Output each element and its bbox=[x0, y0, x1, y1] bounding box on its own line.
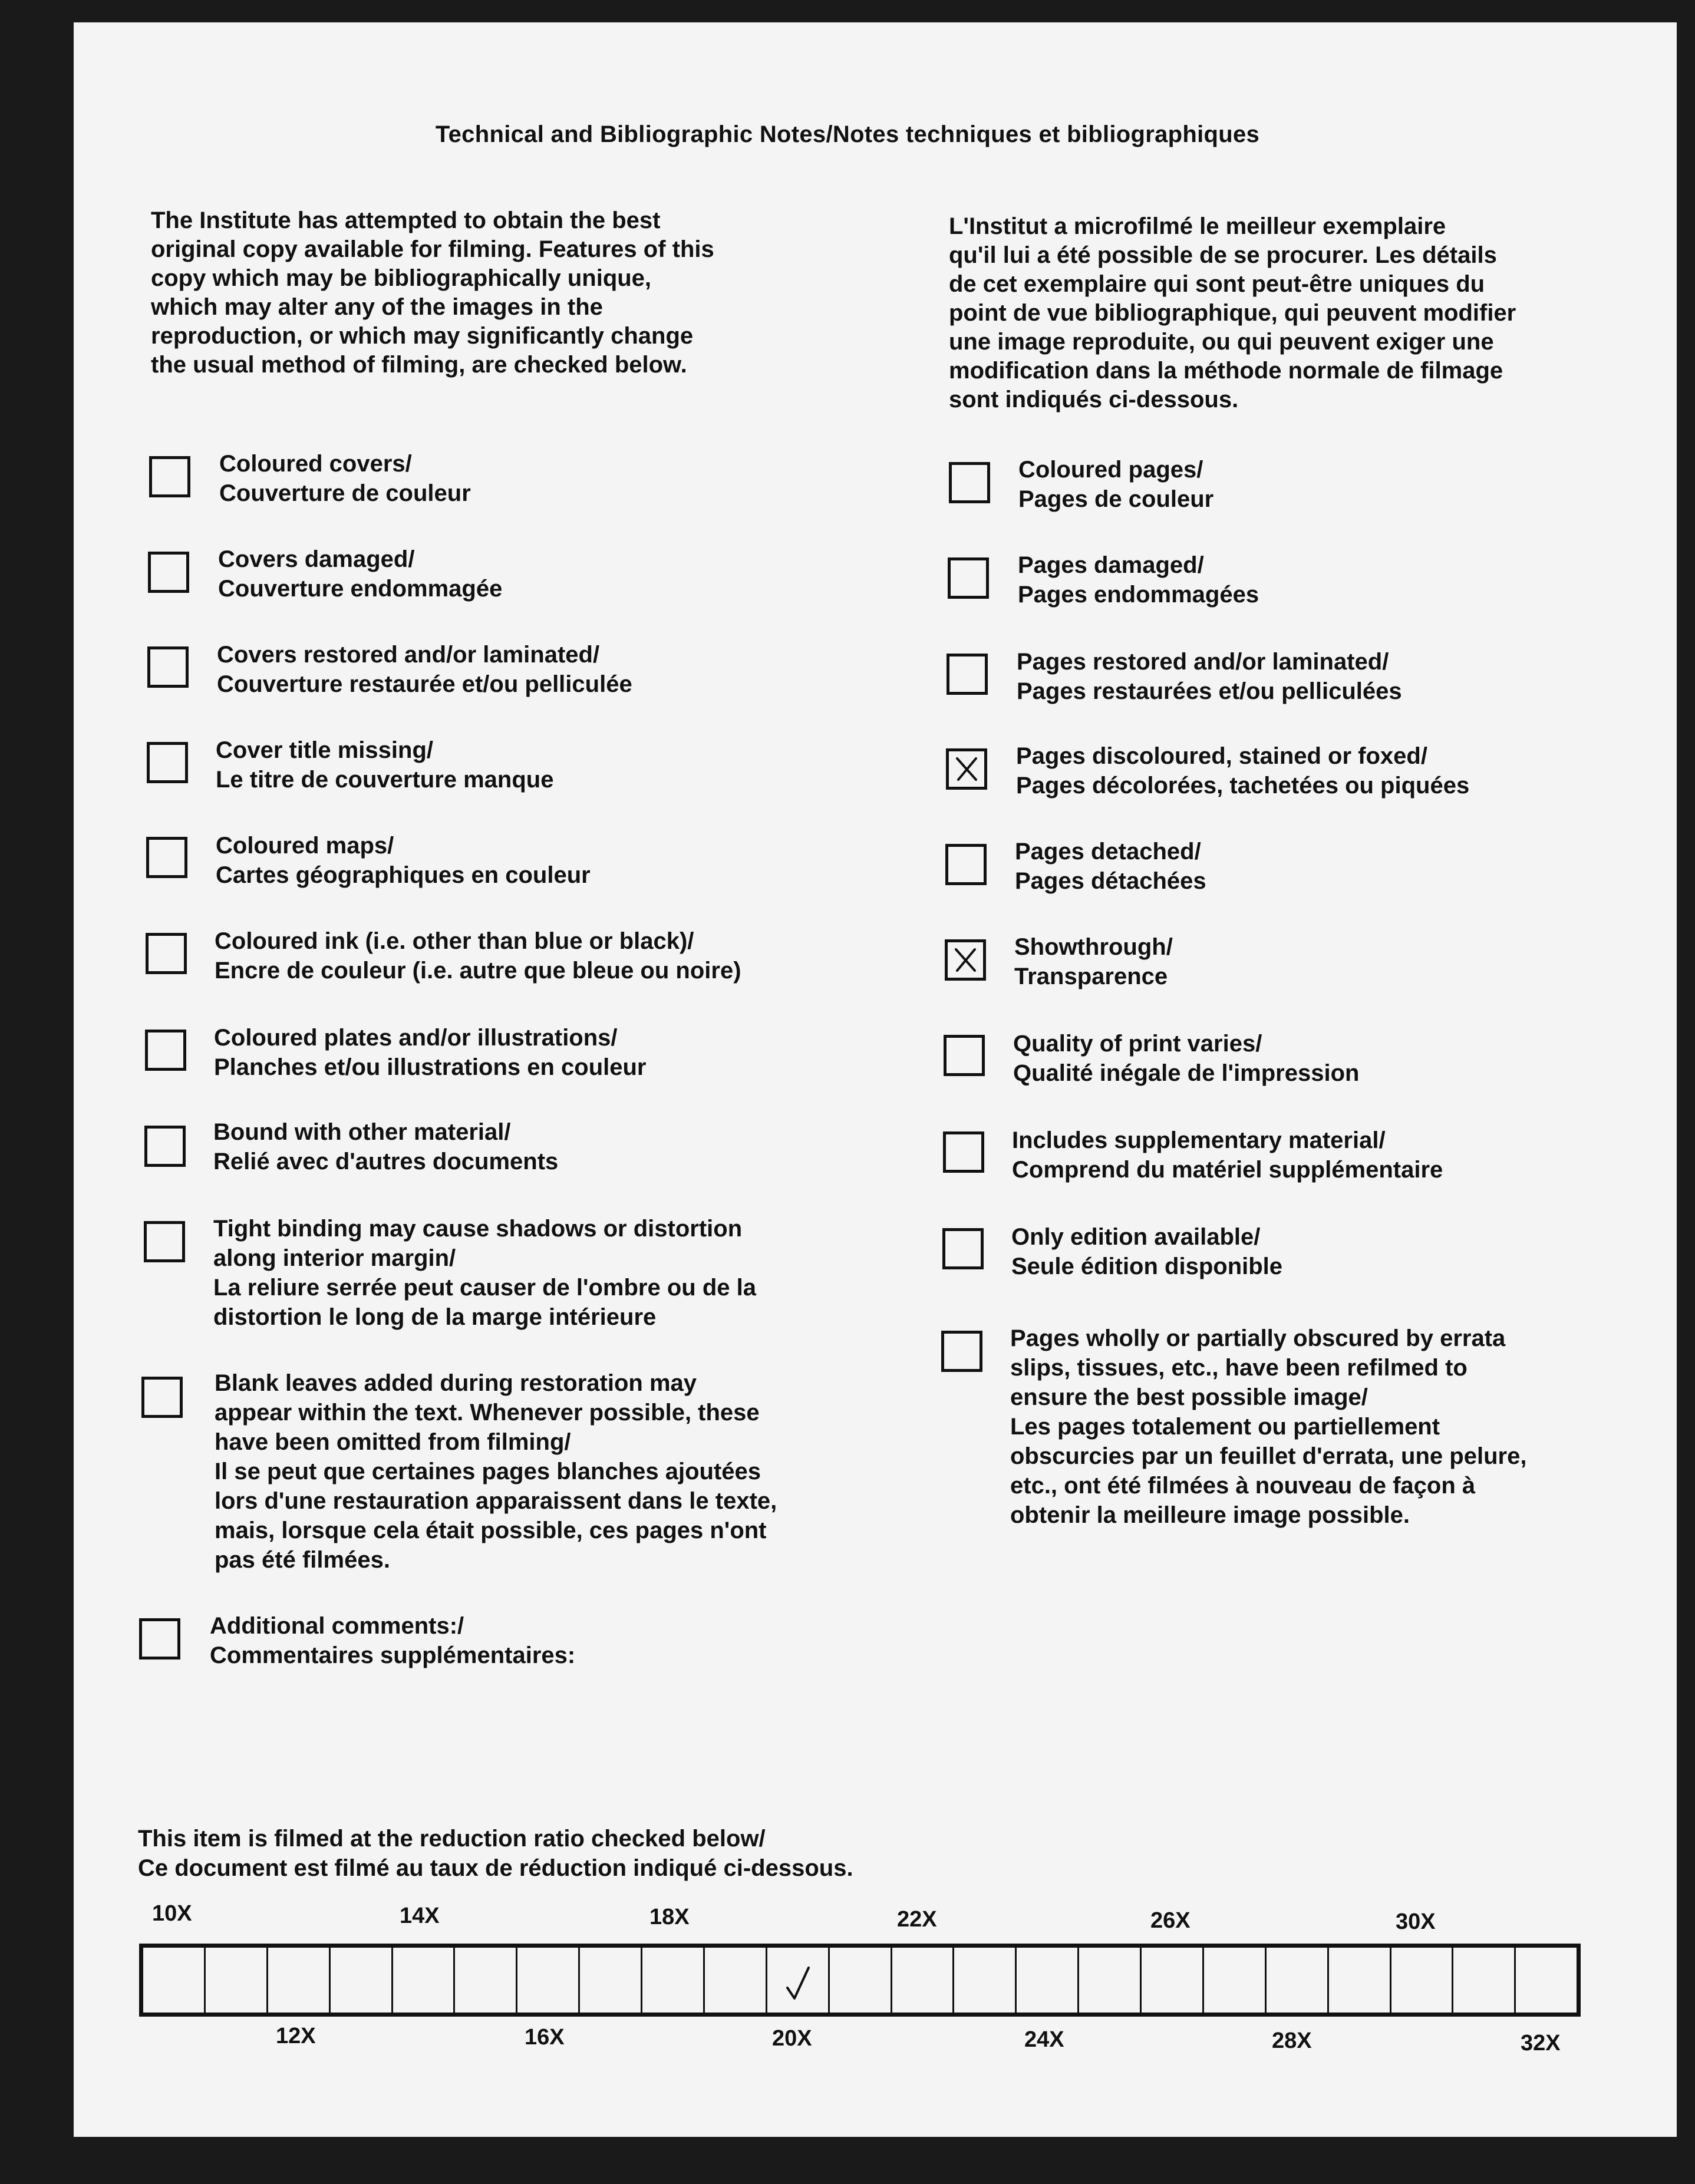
text-line: slips, tissues, etc., have been refilmed to bbox=[1010, 1355, 1468, 1381]
text-line: Pages detached/ bbox=[1015, 839, 1201, 865]
text-line: Pages détachées bbox=[1015, 868, 1206, 894]
ratio-cell[interactable] bbox=[1516, 1948, 1577, 2013]
right-checkbox-8[interactable] bbox=[943, 1131, 984, 1173]
text-line: etc., ont été filmées à nouveau de façon à bbox=[1010, 1473, 1476, 1499]
text-line: lors d'une restauration apparaissent dans le texte, bbox=[215, 1488, 777, 1514]
left-checkbox-label-3 bbox=[217, 640, 632, 699]
ratio-cell[interactable] bbox=[1017, 1948, 1079, 2013]
left-checkbox-label-2 bbox=[218, 545, 502, 603]
ratio-label: 20X bbox=[772, 2026, 812, 2051]
left-checkbox-2[interactable] bbox=[148, 552, 189, 593]
ratio-cell[interactable] bbox=[455, 1948, 517, 2013]
text-line: Only edition available/ bbox=[1011, 1224, 1261, 1250]
left-checkbox-9[interactable] bbox=[144, 1221, 185, 1262]
text-line: reproduction, or which may significantly change bbox=[151, 323, 694, 349]
text-line: Il se peut que certaines pages blanches ajoutées bbox=[215, 1459, 761, 1484]
reduction-ratio-note bbox=[138, 1824, 853, 1883]
text-line: Pages restaurées et/ou pelliculées bbox=[1017, 678, 1402, 704]
ratio-cell[interactable] bbox=[1453, 1948, 1516, 2013]
ratio-cell[interactable] bbox=[1204, 1948, 1267, 2013]
ratio-label: 16X bbox=[525, 2025, 565, 2050]
text-line: sont indiqués ci-dessous. bbox=[949, 387, 1239, 413]
text-line: Les pages totalement ou partiellement bbox=[1010, 1414, 1440, 1440]
ratio-label: 28X bbox=[1272, 2028, 1312, 2053]
text-line: This item is filmed at the reduction ratio checked below/ bbox=[138, 1826, 766, 1852]
check-mark-icon bbox=[778, 1962, 819, 2003]
text-line: obtenir la meilleure image possible. bbox=[1010, 1502, 1410, 1528]
right-checkbox-label-6 bbox=[1014, 932, 1173, 991]
left-checkbox-label-10 bbox=[215, 1368, 777, 1575]
right-checkbox-3[interactable] bbox=[947, 654, 988, 695]
left-checkbox-3[interactable] bbox=[147, 646, 189, 688]
left-checkbox-label-8 bbox=[213, 1117, 558, 1176]
right-checkbox-2[interactable] bbox=[948, 557, 989, 599]
left-checkbox-4[interactable] bbox=[147, 742, 188, 783]
right-checkbox-1[interactable] bbox=[949, 462, 990, 503]
text-line: appear within the text. Whenever possible, these bbox=[215, 1400, 760, 1426]
ratio-label: 30X bbox=[1396, 1909, 1436, 1934]
text-line: Coloured pages/ bbox=[1018, 457, 1203, 483]
ratio-cell[interactable] bbox=[642, 1948, 705, 2013]
text-line: Comprend du matériel supplémentaire bbox=[1012, 1157, 1443, 1183]
left-checkbox-label-11 bbox=[210, 1611, 575, 1670]
left-checkbox-label-4 bbox=[216, 735, 553, 794]
text-line: Qualité inégale de l'impression bbox=[1013, 1060, 1360, 1086]
text-line: pas été filmées. bbox=[215, 1547, 390, 1573]
text-line: de cet exemplaire qui sont peut-être uniques du bbox=[949, 271, 1485, 297]
ratio-cell[interactable] bbox=[767, 1948, 830, 2013]
text-line: modification dans la méthode normale de filmage bbox=[949, 358, 1503, 384]
ratio-cell[interactable] bbox=[393, 1948, 456, 2013]
ratio-label: 14X bbox=[400, 1903, 440, 1928]
text-line: Pages discoloured, stained or foxed/ bbox=[1016, 743, 1427, 769]
text-line: Planches et/ou illustrations en couleur bbox=[214, 1054, 647, 1080]
left-checkbox-8[interactable] bbox=[144, 1126, 186, 1167]
ratio-cell[interactable] bbox=[830, 1948, 892, 2013]
text-line: mais, lorsque cela était possible, ces pages n'ont bbox=[215, 1517, 767, 1543]
text-line: Blank leaves added during restoration may bbox=[215, 1370, 697, 1396]
page-title: Technical and Bibliographic Notes/Notes techniques et bibliographiques bbox=[435, 121, 1260, 147]
text-line: Couverture de couleur bbox=[219, 480, 471, 506]
text-line: point de vue bibliographique, qui peuvent modifier bbox=[949, 300, 1516, 326]
right-checkbox-10[interactable] bbox=[941, 1331, 982, 1372]
reduction-ratio-bar bbox=[139, 1944, 1581, 2017]
ratio-cell[interactable] bbox=[1329, 1948, 1391, 2013]
text-line: Pages de couleur bbox=[1018, 486, 1214, 512]
ratio-label: 26X bbox=[1150, 1908, 1191, 1933]
right-checkbox-label-1 bbox=[1018, 455, 1213, 514]
ratio-label: 32X bbox=[1521, 2031, 1561, 2056]
text-line: the usual method of filming, are checked below. bbox=[151, 352, 687, 378]
ratio-cell[interactable] bbox=[143, 1948, 206, 2013]
text-line: Additional comments:/ bbox=[210, 1613, 464, 1639]
text-line: distortion le long de la marge intérieure bbox=[213, 1304, 657, 1330]
left-checkbox-7[interactable] bbox=[145, 1030, 186, 1071]
ratio-cell[interactable] bbox=[1267, 1948, 1329, 2013]
text-line: Cover title missing/ bbox=[216, 737, 433, 763]
text-line: Includes supplementary material/ bbox=[1012, 1127, 1386, 1153]
text-line: along interior margin/ bbox=[213, 1245, 456, 1271]
right-checkbox-label-4 bbox=[1016, 741, 1469, 800]
text-line: Relié avec d'autres documents bbox=[213, 1149, 559, 1175]
text-line: ensure the best possible image/ bbox=[1010, 1384, 1368, 1410]
right-checkbox-label-10 bbox=[1010, 1324, 1526, 1530]
left-checkbox-label-6 bbox=[215, 926, 741, 985]
text-line: Coloured maps/ bbox=[216, 833, 394, 859]
left-checkbox-11[interactable] bbox=[139, 1618, 180, 1660]
left-checkbox-1[interactable] bbox=[149, 456, 190, 497]
text-line: Quality of print varies/ bbox=[1013, 1031, 1262, 1057]
ratio-label: 18X bbox=[649, 1905, 690, 1929]
left-checkbox-5[interactable] bbox=[146, 837, 187, 878]
ratio-cell[interactable] bbox=[1079, 1948, 1142, 2013]
text-line: Coloured covers/ bbox=[219, 451, 412, 477]
x-mark-icon bbox=[951, 946, 980, 974]
text-line: Tight binding may cause shadows or distortion bbox=[213, 1216, 743, 1242]
right-checkbox-4[interactable] bbox=[946, 748, 987, 790]
ratio-cell[interactable] bbox=[580, 1948, 642, 2013]
text-line: The Institute has attempted to obtain the best bbox=[151, 207, 661, 233]
text-line: Couverture restaurée et/ou pelliculée bbox=[217, 671, 632, 697]
ratio-cell[interactable] bbox=[954, 1948, 1017, 2013]
right-checkbox-label-5 bbox=[1015, 837, 1206, 896]
text-line: Le titre de couverture manque bbox=[216, 767, 554, 793]
text-line: Coloured ink (i.e. other than blue or black)/ bbox=[215, 928, 694, 954]
x-mark-icon bbox=[952, 755, 981, 783]
right-checkbox-label-8 bbox=[1012, 1126, 1443, 1185]
text-line: Pages restored and/or laminated/ bbox=[1017, 649, 1389, 675]
left-checkbox-10[interactable] bbox=[141, 1377, 183, 1418]
text-line: Encre de couleur (i.e. autre que bleue ou noire) bbox=[215, 958, 741, 984]
right-checkbox-label-2 bbox=[1018, 550, 1259, 609]
left-checkbox-label-1 bbox=[219, 449, 471, 508]
intro-french bbox=[949, 212, 1516, 414]
ratio-cell[interactable] bbox=[331, 1948, 393, 2013]
text-line: Pages damaged/ bbox=[1018, 552, 1204, 578]
right-checkbox-label-7 bbox=[1013, 1029, 1359, 1088]
left-checkbox-label-7 bbox=[214, 1023, 647, 1082]
text-line: Pages décolorées, tachetées ou piquées bbox=[1016, 773, 1470, 799]
text-line: Showthrough/ bbox=[1014, 934, 1173, 960]
text-line: have been omitted from filming/ bbox=[215, 1429, 571, 1455]
ratio-cell[interactable] bbox=[1142, 1948, 1204, 2013]
ratio-cell[interactable] bbox=[892, 1948, 955, 2013]
ratio-cell[interactable] bbox=[268, 1948, 331, 2013]
text-line: Covers restored and/or laminated/ bbox=[217, 642, 600, 668]
text-line: Seule édition disponible bbox=[1011, 1253, 1283, 1279]
text-line: une image reproduite, ou qui peuvent exiger une bbox=[949, 329, 1494, 355]
text-line: Bound with other material/ bbox=[213, 1119, 511, 1145]
text-line: L'Institut a microfilmé le meilleur exemplaire bbox=[949, 213, 1446, 239]
left-checkbox-6[interactable] bbox=[146, 933, 187, 974]
ratio-cell[interactable] bbox=[1391, 1948, 1454, 2013]
right-checkbox-label-9 bbox=[1011, 1222, 1282, 1281]
intro-english bbox=[151, 206, 714, 380]
text-line: which may alter any of the images in the bbox=[151, 294, 603, 320]
ratio-cell[interactable] bbox=[206, 1948, 268, 2013]
right-checkbox-5[interactable] bbox=[945, 844, 987, 885]
text-line: Covers damaged/ bbox=[218, 546, 415, 572]
text-line: Ce document est filmé au taux de réduction indiqué ci-dessous. bbox=[138, 1855, 853, 1881]
text-line: Pages endommagées bbox=[1018, 582, 1259, 608]
ratio-label: 24X bbox=[1024, 2027, 1064, 2052]
text-line: Cartes géographiques en couleur bbox=[216, 862, 591, 888]
text-line: Pages wholly or partially obscured by errata bbox=[1010, 1325, 1506, 1351]
text-line: Commentaires supplémentaires: bbox=[210, 1642, 576, 1668]
right-checkbox-label-3 bbox=[1017, 647, 1402, 706]
text-line: original copy available for filming. Features of this bbox=[151, 236, 714, 262]
ratio-cell[interactable] bbox=[705, 1948, 767, 2013]
text-line: copy which may be bibliographically unique, bbox=[151, 265, 652, 291]
ratio-label: 12X bbox=[276, 2024, 316, 2048]
right-checkbox-6[interactable] bbox=[945, 939, 986, 981]
right-checkbox-7[interactable] bbox=[944, 1035, 985, 1076]
text-line: Coloured plates and/or illustrations/ bbox=[214, 1025, 618, 1051]
ratio-label: 10X bbox=[152, 1901, 192, 1926]
left-checkbox-label-9 bbox=[213, 1214, 756, 1332]
ratio-label: 22X bbox=[897, 1907, 937, 1932]
text-line: Transparence bbox=[1014, 964, 1168, 989]
text-line: obscurcies par un feuillet d'errata, une pelure, bbox=[1010, 1443, 1527, 1469]
right-checkbox-9[interactable] bbox=[942, 1228, 984, 1269]
ratio-cell[interactable] bbox=[517, 1948, 580, 2013]
left-checkbox-label-5 bbox=[216, 831, 591, 890]
text-line: qu'il lui a été possible de se procurer. Les détails bbox=[949, 242, 1497, 268]
text-line: Couverture endommagée bbox=[218, 576, 503, 602]
text-line: La reliure serrée peut causer de l'ombre ou de la bbox=[213, 1275, 756, 1301]
